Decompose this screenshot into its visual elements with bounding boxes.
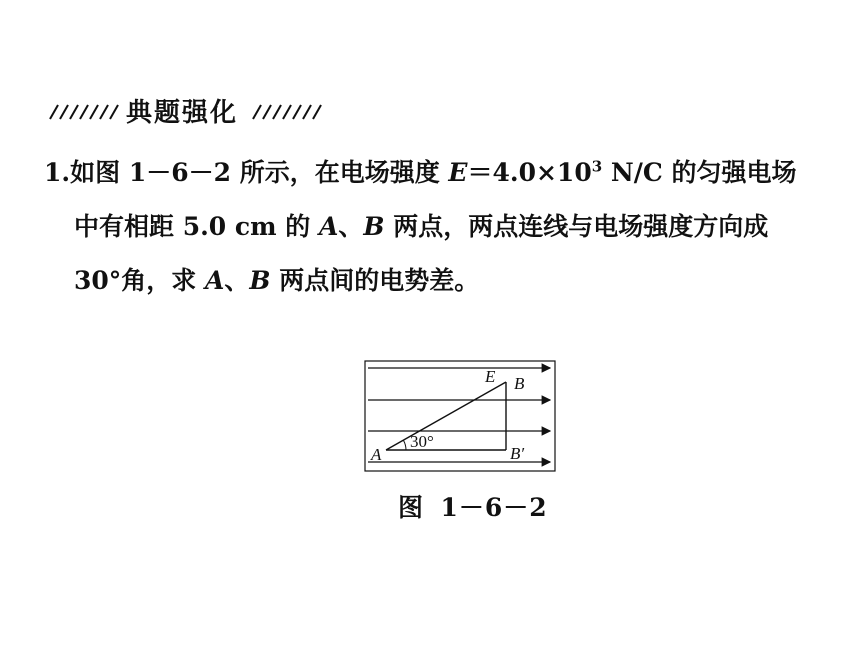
- text-span: ＝4.0×10: [467, 158, 592, 187]
- problem-line-1: [44, 146, 834, 200]
- symbol-B: B: [363, 212, 385, 241]
- figure-caption: [398, 488, 548, 524]
- symbol-A: A: [205, 266, 225, 295]
- symbol-E: E: [448, 158, 468, 187]
- problem-number: 1.: [44, 158, 71, 187]
- symbol-B: B: [249, 266, 271, 295]
- section-header: [48, 90, 328, 130]
- label-angle: 30°: [410, 432, 434, 451]
- figure-border: [365, 361, 555, 471]
- problem-line-2: [44, 200, 834, 254]
- decorative-slashes-right: [251, 104, 325, 120]
- decorative-slashes-left: [48, 104, 122, 120]
- symbol-A: A: [318, 212, 339, 241]
- text-span: 30°角，求: [74, 266, 205, 295]
- label-B: B: [514, 374, 525, 393]
- text-span: 两点间的电势差。: [270, 266, 480, 295]
- text-span: 、: [224, 266, 250, 295]
- caption-prefix: 图: [398, 493, 424, 522]
- label-E: E: [485, 367, 496, 386]
- text-span: N/C 的匀强电场: [602, 158, 797, 187]
- angle-arc: [403, 440, 406, 450]
- section-title: 典题强化: [126, 98, 239, 128]
- text-span: 如图 1－6－2 所示，在电场强度: [70, 158, 449, 187]
- text-span: 两点，两点连线与电场强度方向成: [384, 212, 769, 241]
- text-span: 中有相距 5.0 cm 的: [74, 212, 319, 241]
- label-A: A: [371, 445, 382, 464]
- exponent: 3: [591, 157, 603, 176]
- caption-number: 1－6－2: [440, 493, 548, 522]
- problem-text: [44, 146, 834, 308]
- segment-AB: [386, 382, 506, 450]
- field-diagram: [364, 360, 556, 472]
- label-Bprime: B′: [510, 444, 525, 463]
- text-span: 、: [338, 212, 364, 241]
- problem-line-3: [44, 254, 834, 308]
